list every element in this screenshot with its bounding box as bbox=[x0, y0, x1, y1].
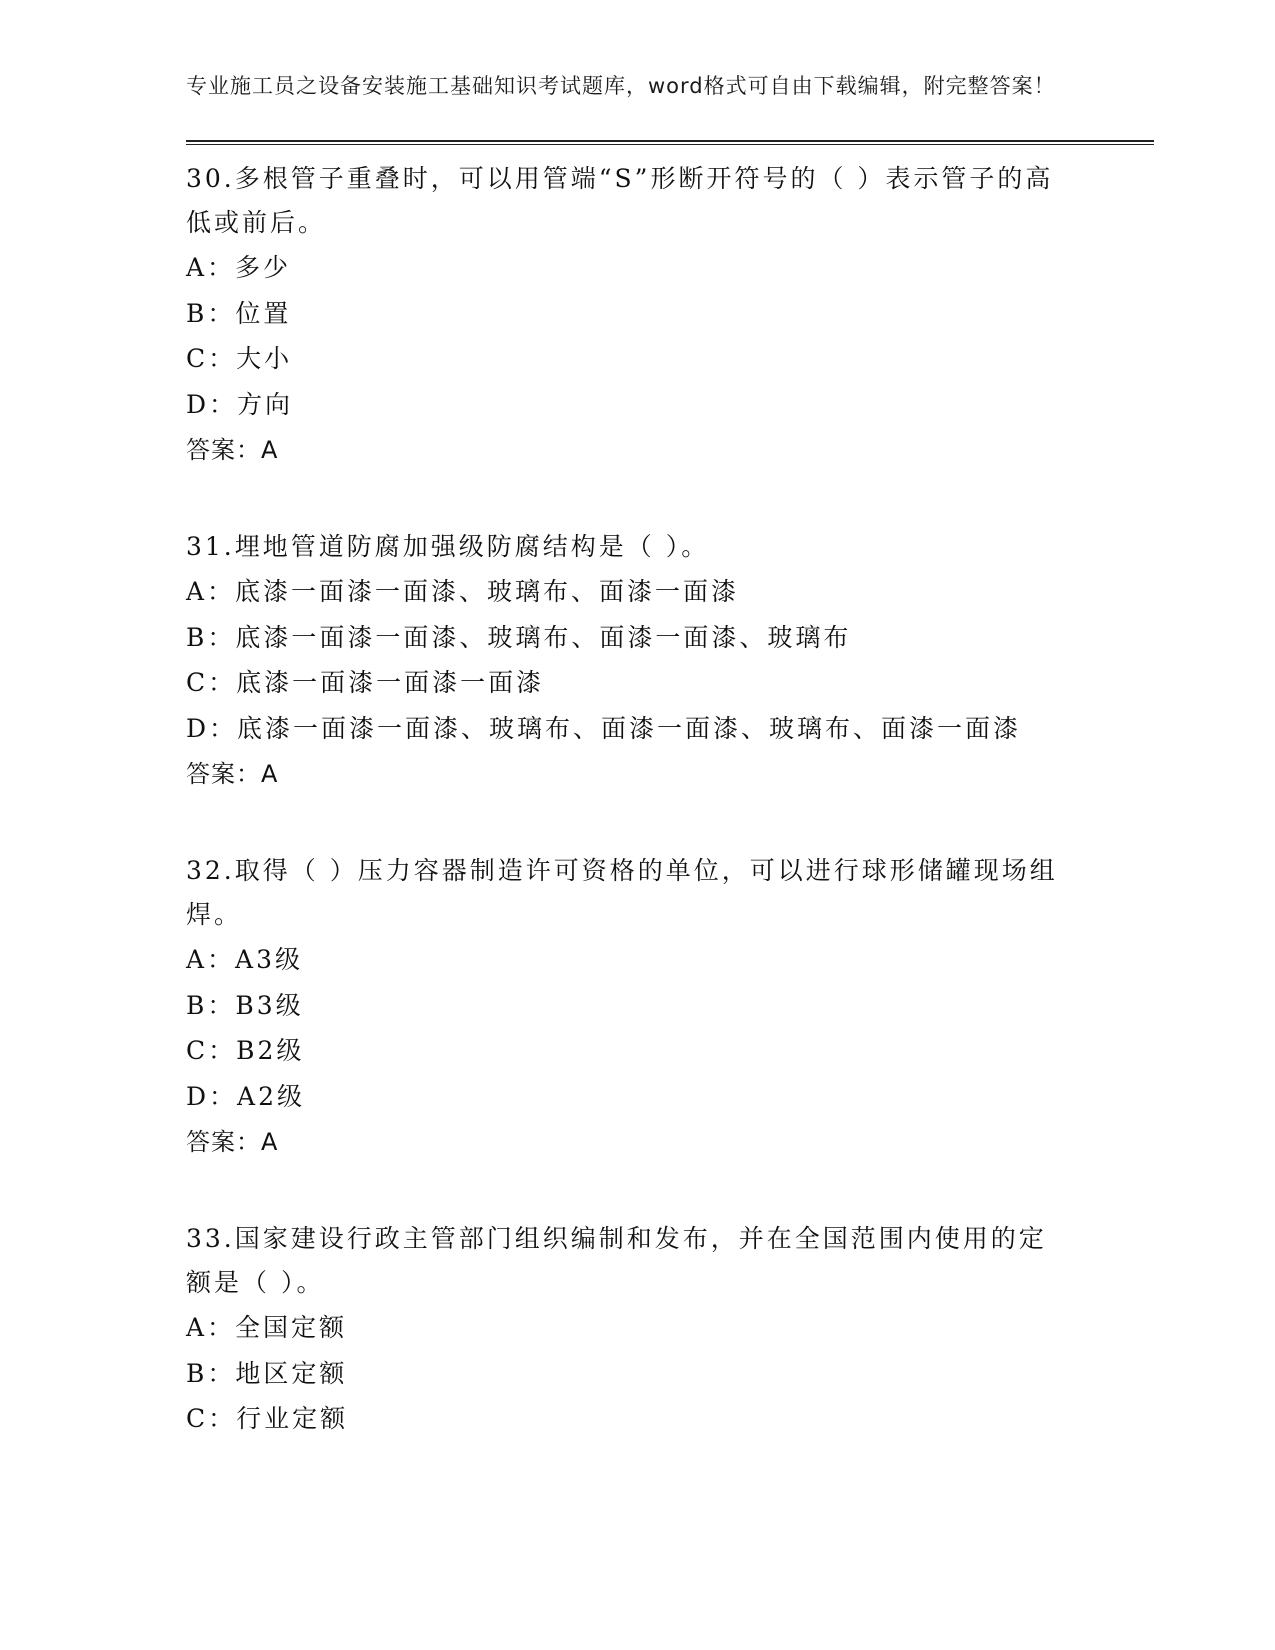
answer: 答案：A bbox=[186, 1128, 279, 1156]
option-b: B：位置 bbox=[186, 298, 292, 328]
option-a: A：全国定额 bbox=[186, 1313, 348, 1342]
option-a: A：A3级 bbox=[186, 945, 304, 974]
option-d: D：底漆一面漆一面漆、玻璃布、面漆一面漆、玻璃布、面漆一面漆 bbox=[186, 713, 1022, 743]
option-b: B：B3级 bbox=[186, 990, 304, 1020]
answer: 答案：A bbox=[186, 436, 279, 464]
option-b: B：底漆一面漆一面漆、玻璃布、面漆一面漆、玻璃布 bbox=[186, 622, 852, 652]
header-divider bbox=[186, 140, 1154, 145]
question-32 bbox=[186, 849, 1146, 1165]
option-a: A：多少 bbox=[186, 253, 292, 282]
answer: 答案：A bbox=[186, 760, 279, 788]
question-text: 31.埋地管道防腐加强级防腐结构是（ ）。 bbox=[186, 532, 710, 561]
option-b: B：地区定额 bbox=[186, 1358, 348, 1388]
option-a: A：底漆一面漆一面漆、玻璃布、面漆一面漆 bbox=[186, 577, 740, 606]
option-c: C：底漆一面漆一面漆一面漆 bbox=[186, 668, 545, 697]
option-d: D：方向 bbox=[186, 389, 294, 419]
question-30 bbox=[186, 157, 1146, 473]
option-c: C：B2级 bbox=[186, 1036, 305, 1065]
option-c: C：行业定额 bbox=[186, 1404, 349, 1433]
document-page bbox=[186, 70, 1146, 1442]
question-text: 32.取得（ ）压力容器制造许可资格的单位，可以进行球形储罐现场组焊。 bbox=[186, 856, 1058, 929]
option-c: C：大小 bbox=[186, 344, 293, 373]
question-31 bbox=[186, 525, 1146, 797]
document-header: 专业施工员之设备安装施工基础知识考试题库，word格式可自由下载编辑，附完整答案！ bbox=[186, 74, 1056, 98]
question-33 bbox=[186, 1217, 1146, 1442]
option-d: D：A2级 bbox=[186, 1081, 306, 1111]
question-text: 30.多根管子重叠时，可以用管端“S”形断开符号的（ ）表示管子的高低或前后。 bbox=[186, 164, 1054, 237]
question-text: 33.国家建设行政主管部门组织编制和发布，并在全国范围内使用的定额是（ ）。 bbox=[186, 1224, 1047, 1297]
